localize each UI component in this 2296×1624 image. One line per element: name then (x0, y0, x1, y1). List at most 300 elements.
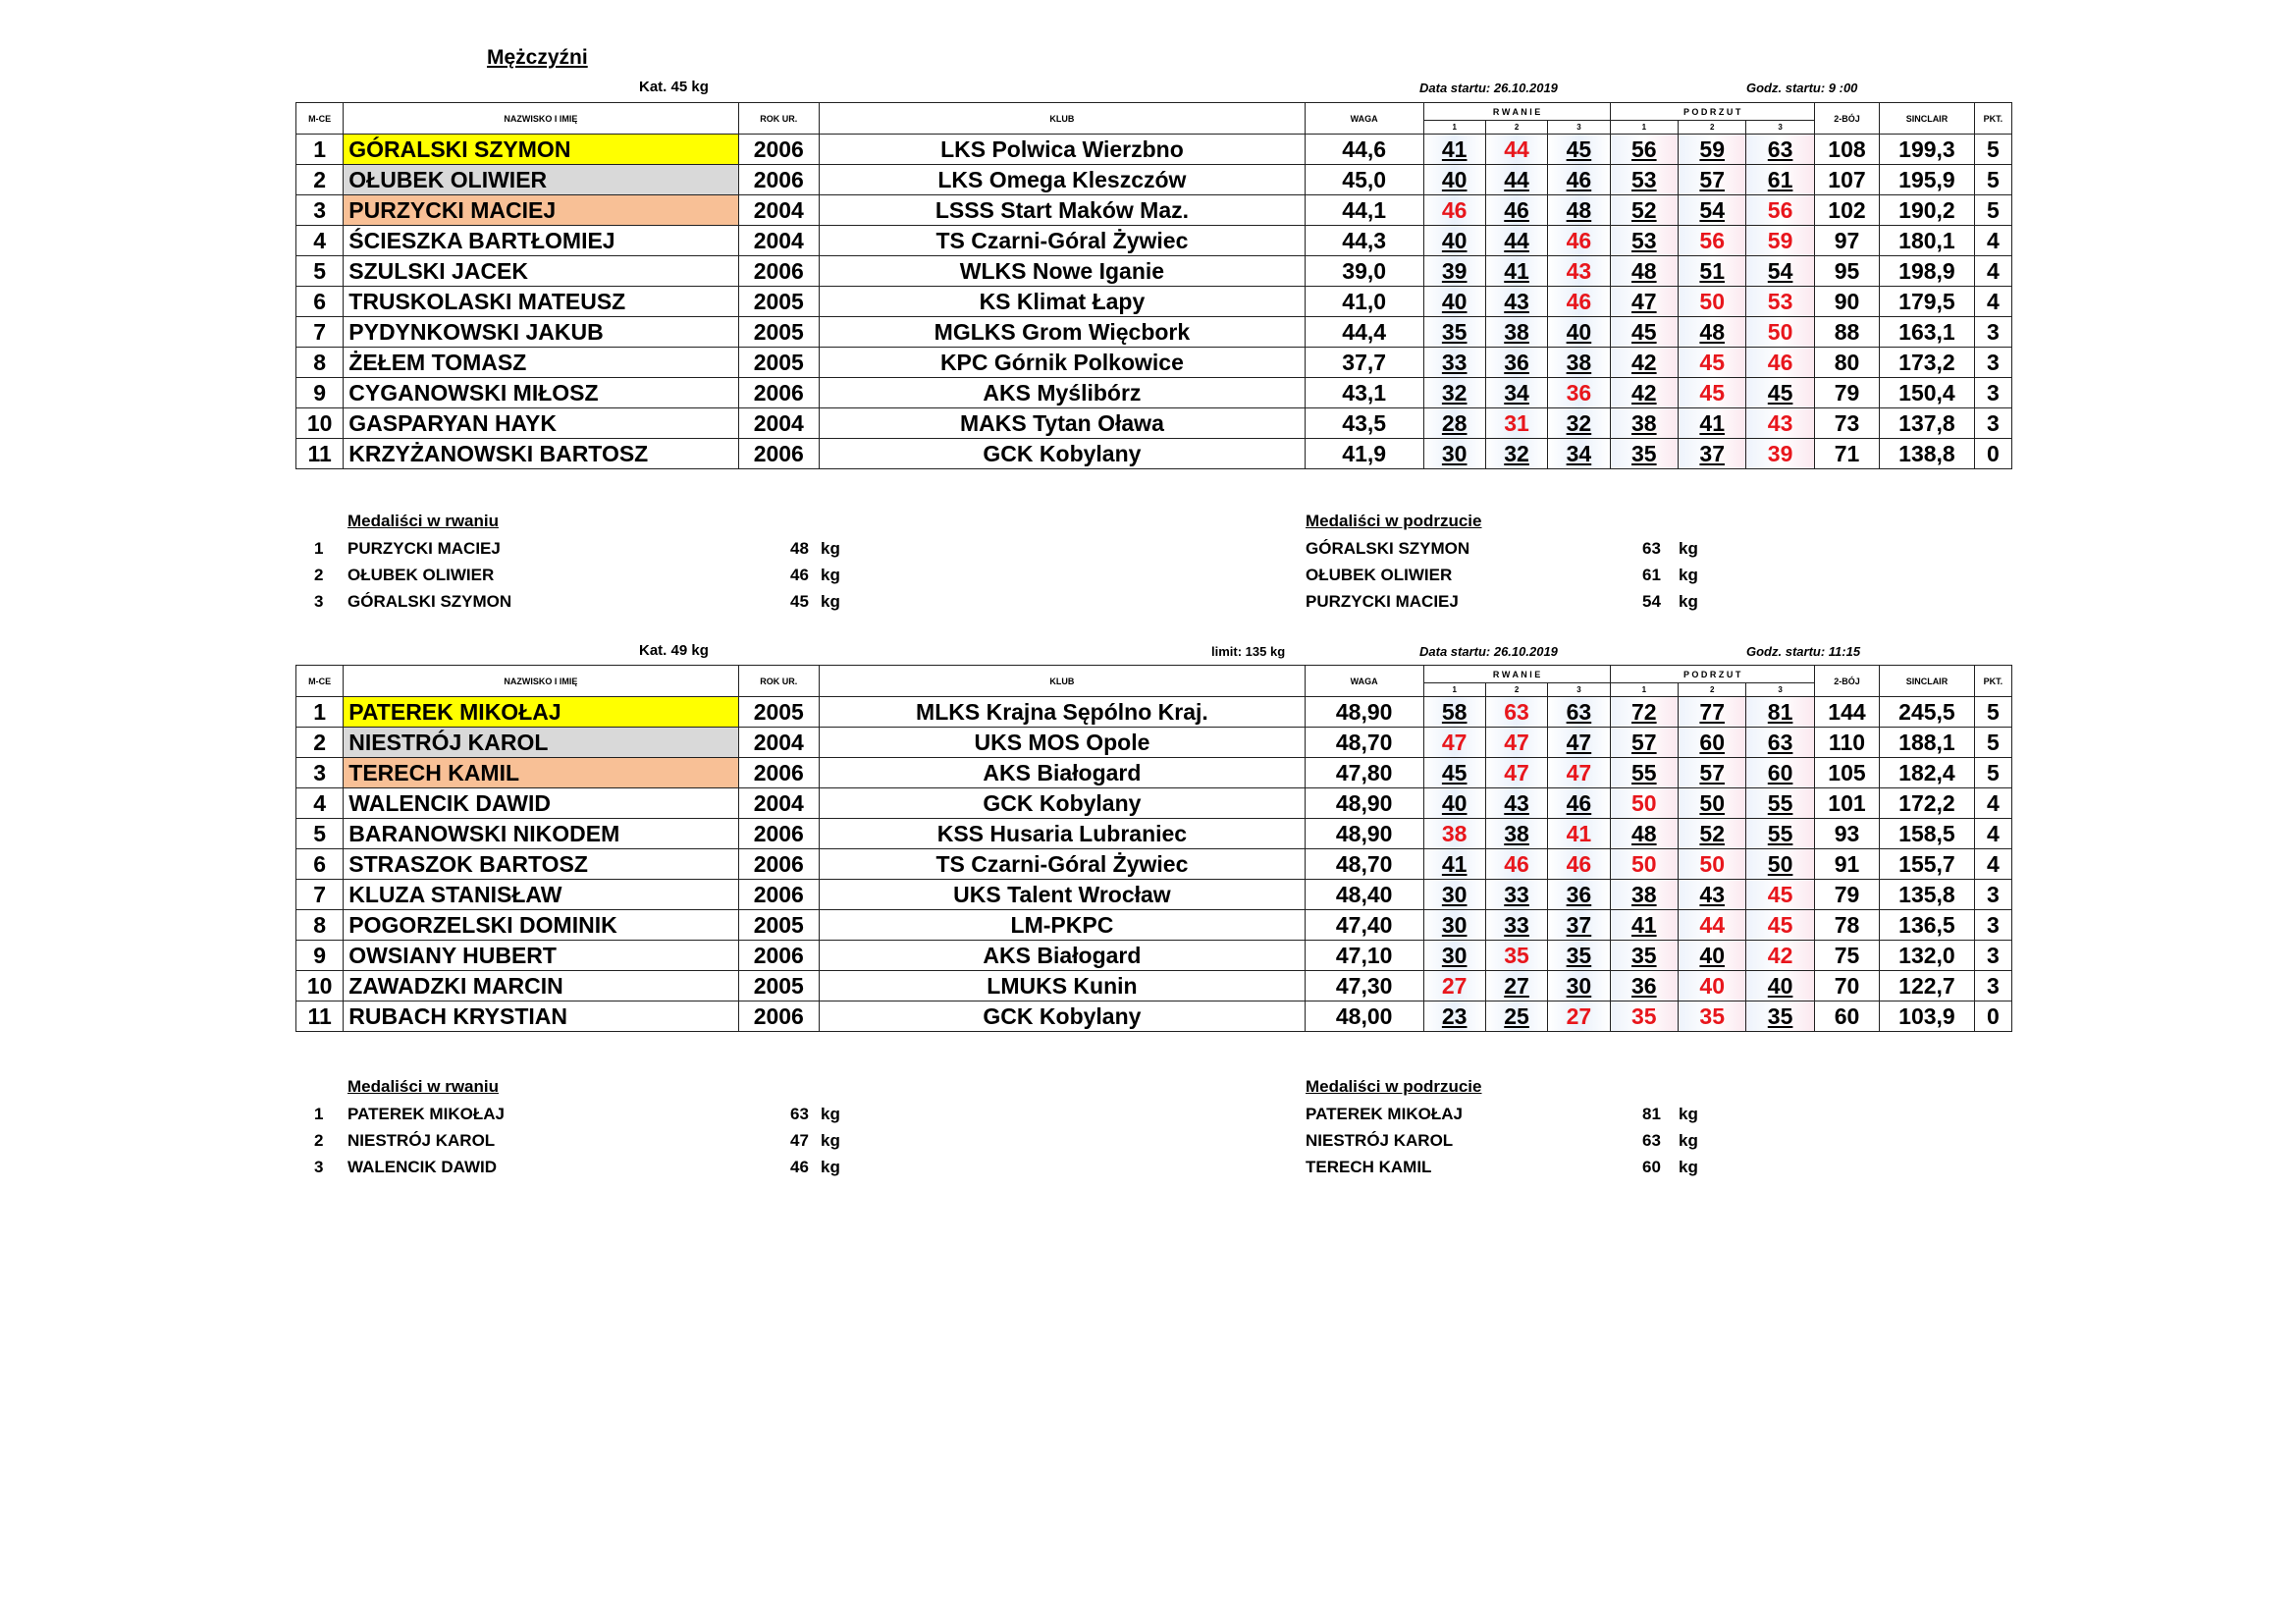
snatch-attempt-3: 34 (1548, 439, 1610, 469)
header-points: PKT. (1974, 666, 2011, 697)
birth-year: 2004 (738, 728, 819, 758)
table-row (296, 317, 2012, 348)
body-weight: 47,30 (1305, 971, 1423, 1001)
points-cell: 5 (1974, 728, 2011, 758)
table-row (296, 348, 2012, 378)
athlete-name: OWSIANY HUBERT (344, 941, 738, 971)
total-cell: 71 (1814, 439, 1879, 469)
clean-jerk-attempt-2: 41 (1679, 408, 1746, 439)
athlete-name: KRZYŻANOWSKI BARTOSZ (344, 439, 738, 469)
snatch-attempt-3: 63 (1548, 697, 1610, 728)
place-cell: 11 (296, 1001, 344, 1032)
table-row (296, 378, 2012, 408)
table-row (296, 788, 2012, 819)
club-name: TS Czarni-Góral Żywiec (820, 849, 1306, 880)
header-clean-jerk: P O D R Z U T (1610, 103, 1814, 121)
place-cell: 6 (296, 287, 344, 317)
medalist-unit: kg (821, 1131, 840, 1150)
snatch-attempt-3: 47 (1548, 758, 1610, 788)
clean-jerk-attempt-2: 57 (1679, 165, 1746, 195)
birth-year: 2006 (738, 135, 819, 165)
header-club: KLUB (820, 103, 1306, 135)
clean-jerk-attempt-3: 59 (1746, 226, 1814, 256)
clean-jerk-attempt-1: 53 (1610, 165, 1678, 195)
total-cell: 108 (1814, 135, 1879, 165)
header-attempt-1: 1 (1610, 683, 1678, 697)
snatch-attempt-3: 46 (1548, 226, 1610, 256)
snatch-attempt-1: 40 (1423, 287, 1485, 317)
medalist-result: 81 (1642, 1105, 1661, 1123)
snatch-attempt-1: 38 (1423, 819, 1485, 849)
body-weight: 41,9 (1305, 439, 1423, 469)
body-weight: 44,3 (1305, 226, 1423, 256)
points-cell: 5 (1974, 165, 2011, 195)
sinclair-cell: 136,5 (1880, 910, 1975, 941)
clean-jerk-attempt-2: 35 (1679, 1001, 1746, 1032)
club-name: GCK Kobylany (820, 439, 1306, 469)
header-attempt-3: 3 (1548, 683, 1610, 697)
snatch-attempt-2: 46 (1485, 195, 1547, 226)
total-cell: 73 (1814, 408, 1879, 439)
birth-year: 2006 (738, 849, 819, 880)
category-label: Kat. 49 kg (639, 642, 709, 659)
header-year: ROK UR. (738, 103, 819, 135)
snatch-attempt-1: 35 (1423, 317, 1485, 348)
snatch-attempt-1: 41 (1423, 135, 1485, 165)
clean-jerk-attempt-2: 44 (1679, 910, 1746, 941)
snatch-attempt-2: 36 (1485, 348, 1547, 378)
table-row (296, 758, 2012, 788)
category-label: Kat. 45 kg (639, 79, 709, 95)
clean-jerk-attempt-2: 45 (1679, 378, 1746, 408)
club-name: AKS Białogard (820, 758, 1306, 788)
snatch-attempt-2: 47 (1485, 758, 1547, 788)
snatch-attempt-2: 32 (1485, 439, 1547, 469)
snatch-attempt-1: 30 (1423, 880, 1485, 910)
snatch-attempt-2: 33 (1485, 910, 1547, 941)
snatch-attempt-2: 27 (1485, 971, 1547, 1001)
athlete-name: PATEREK MIKOŁAJ (344, 697, 738, 728)
medalist-name: NIESTRÓJ KAROL (1306, 1131, 1454, 1150)
header-attempt-1: 1 (1423, 683, 1485, 697)
clean-jerk-attempt-1: 35 (1610, 1001, 1678, 1032)
medalist-name: WALENCIK DAWID (347, 1158, 498, 1176)
clean-jerk-attempt-3: 39 (1746, 439, 1814, 469)
clean-jerk-medalists-title: Medaliści w podrzucie (1306, 512, 1482, 530)
medalist-unit: kg (1679, 1158, 1698, 1176)
table-row (296, 941, 2012, 971)
sinclair-cell: 172,2 (1880, 788, 1975, 819)
clean-jerk-attempt-1: 48 (1610, 819, 1678, 849)
points-cell: 0 (1974, 1001, 2011, 1032)
body-weight: 45,0 (1305, 165, 1423, 195)
points-cell: 5 (1974, 135, 2011, 165)
clean-jerk-attempt-3: 43 (1746, 408, 1814, 439)
snatch-attempt-3: 30 (1548, 971, 1610, 1001)
body-weight: 48,90 (1305, 697, 1423, 728)
athlete-name: WALENCIK DAWID (344, 788, 738, 819)
clean-jerk-attempt-1: 56 (1610, 135, 1678, 165)
place-cell: 9 (296, 378, 344, 408)
body-weight: 41,0 (1305, 287, 1423, 317)
page-title: Mężczyźni (487, 46, 588, 69)
sinclair-cell: 182,4 (1880, 758, 1975, 788)
club-name: MLKS Krajna Sępólno Kraj. (820, 697, 1306, 728)
place-cell: 2 (296, 165, 344, 195)
table-row (296, 910, 2012, 941)
clean-jerk-attempt-3: 45 (1746, 910, 1814, 941)
place-cell: 1 (296, 135, 344, 165)
total-cell: 93 (1814, 819, 1879, 849)
club-name: UKS MOS Opole (820, 728, 1306, 758)
points-cell: 3 (1974, 378, 2011, 408)
birth-year: 2005 (738, 317, 819, 348)
snatch-attempt-2: 31 (1485, 408, 1547, 439)
clean-jerk-attempt-2: 50 (1679, 287, 1746, 317)
place-cell: 10 (296, 971, 344, 1001)
place-cell: 7 (296, 317, 344, 348)
points-cell: 3 (1974, 317, 2011, 348)
medalist-place: 3 (314, 1158, 324, 1176)
clean-jerk-attempt-3: 61 (1746, 165, 1814, 195)
clean-jerk-attempt-3: 45 (1746, 880, 1814, 910)
sinclair-cell: 122,7 (1880, 971, 1975, 1001)
medalist-unit: kg (821, 566, 840, 584)
clean-jerk-attempt-1: 35 (1610, 941, 1678, 971)
points-cell: 0 (1974, 439, 2011, 469)
medalist-place: 2 (314, 566, 324, 584)
clean-jerk-attempt-1: 36 (1610, 971, 1678, 1001)
club-name: LMUKS Kunin (820, 971, 1306, 1001)
club-name: LSSS Start Maków Maz. (820, 195, 1306, 226)
start-time: Godz. startu: 11:15 (1746, 644, 1861, 659)
sinclair-cell: 180,1 (1880, 226, 1975, 256)
header-total: 2-BÓJ (1814, 103, 1879, 135)
club-name: WLKS Nowe Iganie (820, 256, 1306, 287)
body-weight: 48,70 (1305, 728, 1423, 758)
clean-jerk-attempt-3: 55 (1746, 788, 1814, 819)
place-cell: 7 (296, 880, 344, 910)
snatch-attempt-3: 45 (1548, 135, 1610, 165)
snatch-attempt-3: 35 (1548, 941, 1610, 971)
table-row (296, 1001, 2012, 1032)
club-name: KS Klimat Łapy (820, 287, 1306, 317)
total-cell: 75 (1814, 941, 1879, 971)
header-points: PKT. (1974, 103, 2011, 135)
header-place: M-CE (296, 666, 344, 697)
club-name: MGLKS Grom Więcbork (820, 317, 1306, 348)
sinclair-cell: 179,5 (1880, 287, 1975, 317)
snatch-attempt-1: 27 (1423, 971, 1485, 1001)
clean-jerk-attempt-1: 47 (1610, 287, 1678, 317)
clean-jerk-attempt-2: 45 (1679, 348, 1746, 378)
table-row (296, 439, 2012, 469)
place-cell: 11 (296, 439, 344, 469)
start-date: Data startu: 26.10.2019 (1419, 81, 1558, 95)
sinclair-cell: 190,2 (1880, 195, 1975, 226)
clean-jerk-attempt-1: 35 (1610, 439, 1678, 469)
medalist-unit: kg (1679, 539, 1698, 558)
total-cell: 79 (1814, 378, 1879, 408)
snatch-medalists-title: Medaliści w rwaniu (347, 512, 499, 530)
clean-jerk-attempt-1: 72 (1610, 697, 1678, 728)
athlete-name: OŁUBEK OLIWIER (344, 165, 738, 195)
birth-year: 2006 (738, 819, 819, 849)
birth-year: 2006 (738, 941, 819, 971)
clean-jerk-attempt-2: 37 (1679, 439, 1746, 469)
header-club: KLUB (820, 666, 1306, 697)
athlete-name: POGORZELSKI DOMINIK (344, 910, 738, 941)
place-cell: 8 (296, 910, 344, 941)
snatch-attempt-2: 44 (1485, 165, 1547, 195)
total-cell: 110 (1814, 728, 1879, 758)
body-weight: 37,7 (1305, 348, 1423, 378)
header-attempt-3: 3 (1746, 683, 1814, 697)
snatch-attempt-3: 46 (1548, 287, 1610, 317)
snatch-attempt-1: 30 (1423, 910, 1485, 941)
birth-year: 2005 (738, 287, 819, 317)
sinclair-cell: 103,9 (1880, 1001, 1975, 1032)
body-weight: 48,70 (1305, 849, 1423, 880)
points-cell: 4 (1974, 819, 2011, 849)
snatch-attempt-1: 30 (1423, 439, 1485, 469)
snatch-attempt-3: 41 (1548, 819, 1610, 849)
place-cell: 6 (296, 849, 344, 880)
snatch-attempt-3: 40 (1548, 317, 1610, 348)
points-cell: 4 (1974, 287, 2011, 317)
birth-year: 2005 (738, 971, 819, 1001)
clean-jerk-attempt-2: 60 (1679, 728, 1746, 758)
body-weight: 48,90 (1305, 819, 1423, 849)
header-attempt-3: 3 (1548, 121, 1610, 135)
medalist-result: 45 (790, 592, 809, 611)
snatch-attempt-1: 47 (1423, 728, 1485, 758)
points-cell: 3 (1974, 880, 2011, 910)
table-row (296, 728, 2012, 758)
place-cell: 4 (296, 226, 344, 256)
place-cell: 2 (296, 728, 344, 758)
table-row (296, 287, 2012, 317)
total-cell: 102 (1814, 195, 1879, 226)
snatch-attempt-3: 47 (1548, 728, 1610, 758)
clean-jerk-attempt-3: 56 (1746, 195, 1814, 226)
clean-jerk-attempt-1: 45 (1610, 317, 1678, 348)
sinclair-cell: 195,9 (1880, 165, 1975, 195)
body-weight: 44,6 (1305, 135, 1423, 165)
snatch-attempt-3: 27 (1548, 1001, 1610, 1032)
table-row (296, 697, 2012, 728)
clean-jerk-attempt-2: 54 (1679, 195, 1746, 226)
clean-jerk-attempt-2: 77 (1679, 697, 1746, 728)
medalist-unit: kg (821, 592, 840, 611)
club-name: GCK Kobylany (820, 1001, 1306, 1032)
club-name: LM-PKPC (820, 910, 1306, 941)
medalist-unit: kg (1679, 566, 1698, 584)
birth-year: 2006 (738, 758, 819, 788)
athlete-name: BARANOWSKI NIKODEM (344, 819, 738, 849)
athlete-name: TRUSKOLASKI MATEUSZ (344, 287, 738, 317)
snatch-attempt-2: 47 (1485, 728, 1547, 758)
results-table (295, 665, 2012, 1032)
club-name: MAKS Tytan Oława (820, 408, 1306, 439)
athlete-name: TERECH KAMIL (344, 758, 738, 788)
medalist-result: 54 (1642, 592, 1661, 611)
athlete-name: CYGANOWSKI MIŁOSZ (344, 378, 738, 408)
birth-year: 2004 (738, 195, 819, 226)
snatch-attempt-2: 38 (1485, 819, 1547, 849)
medalist-place: 2 (314, 1131, 324, 1150)
clean-jerk-attempt-3: 81 (1746, 697, 1814, 728)
clean-jerk-attempt-1: 38 (1610, 408, 1678, 439)
start-date: Data startu: 26.10.2019 (1419, 644, 1558, 659)
snatch-attempt-3: 43 (1548, 256, 1610, 287)
medalist-name: GÓRALSKI SZYMON (1306, 539, 1470, 558)
club-name: KSS Husaria Lubraniec (820, 819, 1306, 849)
place-cell: 4 (296, 788, 344, 819)
snatch-attempt-2: 63 (1485, 697, 1547, 728)
snatch-attempt-1: 45 (1423, 758, 1485, 788)
medalist-unit: kg (821, 539, 840, 558)
points-cell: 3 (1974, 408, 2011, 439)
points-cell: 4 (1974, 849, 2011, 880)
place-cell: 9 (296, 941, 344, 971)
body-weight: 47,10 (1305, 941, 1423, 971)
header-attempt-2: 2 (1485, 121, 1547, 135)
snatch-attempt-1: 32 (1423, 378, 1485, 408)
athlete-name: PURZYCKI MACIEJ (344, 195, 738, 226)
header-attempt-1: 1 (1423, 121, 1485, 135)
snatch-medalists-title: Medaliści w rwaniu (347, 1077, 499, 1096)
snatch-attempt-2: 46 (1485, 849, 1547, 880)
medalist-name: GÓRALSKI SZYMON (347, 592, 512, 611)
clean-jerk-attempt-1: 42 (1610, 378, 1678, 408)
athlete-name: KLUZA STANISŁAW (344, 880, 738, 910)
snatch-attempt-3: 46 (1548, 849, 1610, 880)
points-cell: 5 (1974, 195, 2011, 226)
snatch-attempt-2: 33 (1485, 880, 1547, 910)
medalist-result: 46 (790, 566, 809, 584)
header-snatch: R W A N I E (1423, 666, 1610, 683)
header-weight: WAGA (1305, 666, 1423, 697)
medalist-unit: kg (821, 1105, 840, 1123)
medalist-result: 63 (1642, 539, 1661, 558)
medalist-result: 63 (1642, 1131, 1661, 1150)
points-cell: 4 (1974, 226, 2011, 256)
medalist-unit: kg (1679, 1131, 1698, 1150)
snatch-attempt-1: 39 (1423, 256, 1485, 287)
header-sinclair: SINCLAIR (1880, 103, 1975, 135)
snatch-attempt-2: 25 (1485, 1001, 1547, 1032)
points-cell: 4 (1974, 256, 2011, 287)
sinclair-cell: 245,5 (1880, 697, 1975, 728)
total-cell: 144 (1814, 697, 1879, 728)
clean-jerk-attempt-3: 54 (1746, 256, 1814, 287)
snatch-attempt-1: 40 (1423, 165, 1485, 195)
birth-year: 2005 (738, 910, 819, 941)
snatch-attempt-3: 32 (1548, 408, 1610, 439)
clean-jerk-attempt-1: 53 (1610, 226, 1678, 256)
sinclair-cell: 163,1 (1880, 317, 1975, 348)
snatch-attempt-3: 48 (1548, 195, 1610, 226)
place-cell: 3 (296, 758, 344, 788)
birth-year: 2006 (738, 378, 819, 408)
clean-jerk-attempt-2: 50 (1679, 788, 1746, 819)
table-row (296, 226, 2012, 256)
body-weight: 48,40 (1305, 880, 1423, 910)
athlete-name: NIESTRÓJ KAROL (344, 728, 738, 758)
club-name: LKS Omega Kleszczów (820, 165, 1306, 195)
medalist-place: 1 (314, 1105, 324, 1123)
total-cell: 101 (1814, 788, 1879, 819)
medalist-name: PATEREK MIKOŁAJ (347, 1105, 505, 1123)
birth-year: 2004 (738, 226, 819, 256)
birth-year: 2006 (738, 256, 819, 287)
birth-year: 2006 (738, 880, 819, 910)
snatch-attempt-1: 40 (1423, 226, 1485, 256)
header-sinclair: SINCLAIR (1880, 666, 1975, 697)
snatch-attempt-1: 23 (1423, 1001, 1485, 1032)
birth-year: 2006 (738, 439, 819, 469)
total-cell: 80 (1814, 348, 1879, 378)
clean-jerk-attempt-2: 40 (1679, 941, 1746, 971)
table-row (296, 256, 2012, 287)
header-attempt-3: 3 (1746, 121, 1814, 135)
medalist-name: TERECH KAMIL (1306, 1158, 1432, 1176)
clean-jerk-attempt-3: 55 (1746, 819, 1814, 849)
clean-jerk-attempt-2: 59 (1679, 135, 1746, 165)
header-attempt-1: 1 (1610, 121, 1678, 135)
snatch-attempt-2: 44 (1485, 226, 1547, 256)
table-row (296, 849, 2012, 880)
clean-jerk-attempt-1: 50 (1610, 788, 1678, 819)
snatch-attempt-2: 35 (1485, 941, 1547, 971)
clean-jerk-attempt-3: 35 (1746, 1001, 1814, 1032)
points-cell: 3 (1974, 348, 2011, 378)
sinclair-cell: 137,8 (1880, 408, 1975, 439)
total-cell: 95 (1814, 256, 1879, 287)
snatch-attempt-1: 33 (1423, 348, 1485, 378)
clean-jerk-attempt-2: 57 (1679, 758, 1746, 788)
clean-jerk-attempt-3: 46 (1746, 348, 1814, 378)
table-row (296, 195, 2012, 226)
medalist-result: 63 (790, 1105, 809, 1123)
clean-jerk-attempt-3: 60 (1746, 758, 1814, 788)
medalist-result: 46 (790, 1158, 809, 1176)
athlete-name: GASPARYAN HAYK (344, 408, 738, 439)
place-cell: 5 (296, 819, 344, 849)
club-name: UKS Talent Wrocław (820, 880, 1306, 910)
clean-jerk-attempt-2: 51 (1679, 256, 1746, 287)
medalist-name: NIESTRÓJ KAROL (347, 1131, 496, 1150)
clean-jerk-attempt-1: 42 (1610, 348, 1678, 378)
birth-year: 2004 (738, 788, 819, 819)
medalist-name: OŁUBEK OLIWIER (1306, 566, 1453, 584)
body-weight: 48,90 (1305, 788, 1423, 819)
clean-jerk-attempt-2: 56 (1679, 226, 1746, 256)
clean-jerk-attempt-3: 63 (1746, 728, 1814, 758)
snatch-attempt-3: 36 (1548, 880, 1610, 910)
medalist-result: 61 (1642, 566, 1661, 584)
points-cell: 5 (1974, 697, 2011, 728)
clean-jerk-attempt-2: 50 (1679, 849, 1746, 880)
header-attempt-2: 2 (1485, 683, 1547, 697)
athlete-name: SZULSKI JACEK (344, 256, 738, 287)
sinclair-cell: 199,3 (1880, 135, 1975, 165)
clean-jerk-attempt-1: 55 (1610, 758, 1678, 788)
clean-jerk-attempt-1: 48 (1610, 256, 1678, 287)
clean-jerk-attempt-3: 40 (1746, 971, 1814, 1001)
results-table (295, 102, 2012, 469)
